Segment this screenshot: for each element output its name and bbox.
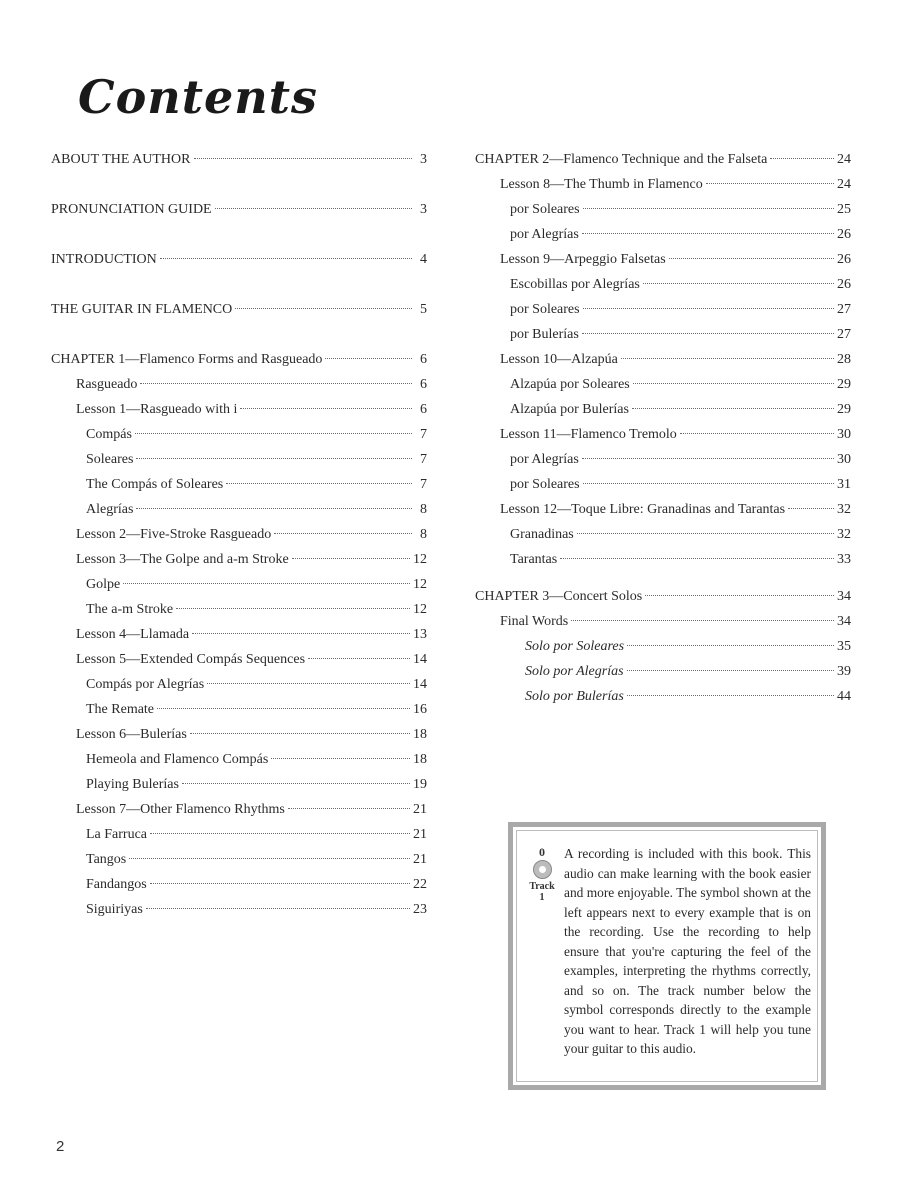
toc-entry[interactable] (475, 424, 851, 449)
toc-entry[interactable] (475, 274, 851, 299)
toc-entry-label: Compás (86, 427, 132, 442)
toc-entry-page: 8 (420, 527, 427, 542)
toc-entry-label: Tangos (86, 852, 127, 867)
dot-leader (627, 645, 834, 646)
toc-entry-page: 27 (837, 327, 851, 342)
toc-entry-page: 24 (837, 152, 851, 167)
toc-entry[interactable] (51, 774, 427, 799)
toc-entry-label: Lesson 1—Rasgueado with i (76, 402, 238, 417)
audio-note-text: A recording is included with this book. This audio can make learning with the book easier and more enjoyable. The symbol shown at the left appears next to every example that is on the recording. Use the recording to help ensure that you're capturing the feel of the examples, interpreting the rhythms correctly, and so on. The track number below the symbol corresponds directly to the example you want to hear. Track 1 will help you tune your guitar to this audio. (564, 846, 811, 1056)
toc-entry-page: 31 (837, 477, 851, 492)
dot-leader (560, 558, 834, 559)
toc-entry-page: 5 (420, 302, 427, 317)
toc-entry-label: THE GUITAR IN FLAMENCO (51, 302, 233, 317)
toc-entry-label: por Alegrías (510, 227, 579, 242)
toc-entry[interactable] (475, 611, 851, 636)
dot-leader (583, 483, 834, 484)
toc-entry-label: Fandangos (86, 877, 147, 892)
dot-leader (136, 458, 412, 459)
dot-leader (129, 858, 410, 859)
dot-leader (235, 308, 412, 309)
toc-entry-page: 6 (420, 402, 427, 417)
toc-entry-label: Lesson 4—Llamada (76, 627, 190, 642)
dot-leader (706, 183, 834, 184)
toc-entry[interactable] (475, 686, 851, 711)
dot-leader (582, 458, 834, 459)
toc-entry-page: 13 (413, 627, 427, 642)
toc-entry-page: 21 (413, 827, 427, 842)
toc-chapter-entry[interactable] (475, 149, 851, 174)
toc-entry[interactable] (475, 174, 851, 199)
toc-entry-label: CHAPTER 1—Flamenco Forms and Rasgueado (51, 352, 323, 367)
toc-entry-label: por Alegrías (510, 452, 579, 467)
dot-leader (194, 158, 413, 159)
toc-entry-label: Alzapúa por Soleares (510, 377, 630, 392)
toc-entry[interactable] (475, 449, 851, 474)
toc-entry-label: Lesson 10—Alzapúa (500, 352, 618, 367)
toc-entry-page: 26 (837, 277, 851, 292)
toc-entry-page: 6 (420, 352, 427, 367)
dot-leader (643, 283, 834, 284)
dot-leader (632, 408, 834, 409)
toc-entry[interactable] (51, 724, 427, 749)
toc-entry-label: Soleares (86, 452, 134, 467)
page-title: Contents (78, 70, 318, 124)
track-label: Track (529, 881, 555, 892)
toc-entry[interactable] (51, 149, 427, 174)
dot-leader (308, 658, 410, 659)
audio-note-box (508, 822, 826, 1090)
toc-entry-label: CHAPTER 3—Concert Solos (475, 589, 643, 604)
toc-entry-label: Lesson 11—Flamenco Tremolo (500, 427, 677, 442)
toc-entry-page: 16 (413, 702, 427, 717)
toc-entry[interactable] (51, 499, 427, 524)
toc-entry[interactable] (51, 674, 427, 699)
dot-leader (135, 433, 412, 434)
toc-entry[interactable] (51, 699, 427, 724)
toc-entry[interactable] (51, 474, 427, 499)
toc-entry-label: Granadinas (510, 527, 574, 542)
toc-entry-label: Alzapúa por Bulerías (510, 402, 629, 417)
dot-leader (226, 483, 412, 484)
toc-entry[interactable] (51, 899, 427, 924)
toc-entry[interactable] (475, 249, 851, 274)
toc-entry-page: 14 (413, 652, 427, 667)
toc-entry-label: Solo por Bulerías (525, 689, 624, 704)
toc-entry-page: 24 (837, 177, 851, 192)
toc-entry-page: 14 (413, 677, 427, 692)
toc-entry-label: Rasgueado (76, 377, 138, 392)
dot-leader (150, 883, 410, 884)
dot-leader (627, 695, 834, 696)
toc-entry-label: por Soleares (510, 202, 580, 217)
toc-entry-label: Hemeola and Flamenco Compás (86, 752, 269, 767)
dot-leader (271, 758, 410, 759)
dot-leader (621, 358, 834, 359)
toc-entry-label: por Bulerías (510, 327, 579, 342)
toc-entry-label: The Remate (86, 702, 155, 717)
toc-entry[interactable] (475, 661, 851, 686)
toc-entry[interactable] (475, 199, 851, 224)
dot-leader (583, 208, 834, 209)
toc-entry-label: PRONUNCIATION GUIDE (51, 202, 212, 217)
toc-entry-label: Lesson 6—Bulerías (76, 727, 187, 742)
toc-entry-page: 7 (420, 427, 427, 442)
toc-entry-page: 12 (413, 552, 427, 567)
dot-leader (292, 558, 410, 559)
toc-entry[interactable] (475, 524, 851, 549)
toc-entry-label: Final Words (500, 614, 569, 629)
dot-leader (215, 208, 412, 209)
toc-entry[interactable] (475, 374, 851, 399)
dot-leader (288, 808, 410, 809)
toc-entry-page: 7 (420, 452, 427, 467)
toc-right-column (475, 149, 851, 711)
cd-icon (533, 860, 552, 879)
toc-entry-page: 3 (420, 152, 427, 167)
toc-entry-label: Lesson 12—Toque Libre: Granadinas and Tarantas (500, 502, 786, 517)
toc-entry-page: 29 (837, 377, 851, 392)
track-number: 1 (539, 892, 545, 903)
toc-entry-label: The a-m Stroke (86, 602, 174, 617)
toc-entry-label: Golpe (86, 577, 121, 592)
toc-entry-page: 34 (837, 589, 851, 604)
track-symbol (527, 847, 557, 903)
toc-entry-page: 35 (837, 639, 851, 654)
dot-leader (274, 533, 412, 534)
toc-entry[interactable] (51, 824, 427, 849)
toc-entry-label: Alegrías (86, 502, 134, 517)
toc-entry[interactable] (51, 299, 427, 324)
toc-entry[interactable] (51, 199, 427, 224)
toc-entry-page: 32 (837, 502, 851, 517)
toc-entry[interactable] (51, 649, 427, 674)
toc-entry-page: 4 (420, 252, 427, 267)
toc-entry[interactable] (475, 349, 851, 374)
toc-entry-label: Escobillas por Alegrías (510, 277, 640, 292)
toc-entry-label: Lesson 7—Other Flamenco Rhythms (76, 802, 285, 817)
dot-leader (140, 383, 412, 384)
dot-leader (146, 908, 410, 909)
toc-entry[interactable] (51, 624, 427, 649)
toc-entry-label: Lesson 3—The Golpe and a-m Stroke (76, 552, 289, 567)
toc-chapter-entry[interactable] (51, 349, 427, 374)
toc-entry-label: Solo por Alegrías (525, 664, 624, 679)
toc-entry-label: Compás por Alegrías (86, 677, 205, 692)
toc-entry-page: 12 (413, 577, 427, 592)
toc-entry-label: Lesson 5—Extended Compás Sequences (76, 652, 306, 667)
dot-leader (577, 533, 834, 534)
toc-entry-page: 33 (837, 552, 851, 567)
dot-leader (190, 733, 410, 734)
dot-leader (571, 620, 834, 621)
page-number: 2 (56, 1138, 65, 1155)
toc-entry-label: The Compás of Soleares (86, 477, 224, 492)
dot-leader (633, 383, 834, 384)
toc-entry-page: 32 (837, 527, 851, 542)
toc-entry[interactable] (475, 499, 851, 524)
toc-entry-label: Lesson 9—Arpeggio Falsetas (500, 252, 666, 267)
dot-leader (160, 258, 412, 259)
dot-leader (192, 633, 410, 634)
track-symbol-number: 0 (539, 845, 545, 859)
toc-entry-page: 30 (837, 452, 851, 467)
toc-entry-page: 26 (837, 252, 851, 267)
toc-entry-page: 22 (413, 877, 427, 892)
toc-entry-label: Siguiriyas (86, 902, 143, 917)
toc-entry-label: Lesson 8—The Thumb in Flamenco (500, 177, 703, 192)
toc-entry-label: por Soleares (510, 477, 580, 492)
toc-entry-page: 8 (420, 502, 427, 517)
toc-entry-page: 21 (413, 852, 427, 867)
toc-entry-page: 34 (837, 614, 851, 629)
toc-entry[interactable] (475, 399, 851, 424)
dot-leader (582, 333, 834, 334)
toc-entry-label: INTRODUCTION (51, 252, 157, 267)
toc-entry-page: 27 (837, 302, 851, 317)
dot-leader (136, 508, 412, 509)
toc-entry-page: 28 (837, 352, 851, 367)
toc-entry-page: 3 (420, 202, 427, 217)
dot-leader (123, 583, 410, 584)
toc-entry[interactable] (51, 449, 427, 474)
toc-entry-page: 25 (837, 202, 851, 217)
toc-entry[interactable] (51, 599, 427, 624)
toc-entry[interactable] (51, 574, 427, 599)
toc-entry-page: 18 (413, 752, 427, 767)
toc-left-column (51, 149, 427, 924)
toc-entry[interactable] (475, 636, 851, 661)
toc-entry[interactable] (51, 799, 427, 824)
dot-leader (770, 158, 834, 159)
toc-entry[interactable] (51, 849, 427, 874)
toc-entry-page: 6 (420, 377, 427, 392)
toc-entry-label: Lesson 2—Five-Stroke Rasgueado (76, 527, 272, 542)
dot-leader (788, 508, 834, 509)
toc-entry[interactable] (51, 374, 427, 399)
toc-entry-label: ABOUT THE AUTHOR (51, 152, 191, 167)
toc-entry-label: La Farruca (86, 827, 148, 842)
dot-leader (582, 233, 834, 234)
toc-entry[interactable] (475, 324, 851, 349)
toc-entry[interactable] (51, 874, 427, 899)
dot-leader (645, 595, 834, 596)
toc-entry-label: Tarantas (510, 552, 558, 567)
toc-entry[interactable] (475, 549, 851, 574)
toc-entry[interactable] (51, 549, 427, 574)
dot-leader (207, 683, 410, 684)
dot-leader (325, 358, 412, 359)
dot-leader (583, 308, 834, 309)
toc-entry-page: 19 (413, 777, 427, 792)
toc-entry-page: 39 (837, 664, 851, 679)
toc-entry-page: 30 (837, 427, 851, 442)
toc-entry-page: 26 (837, 227, 851, 242)
toc-entry-page: 29 (837, 402, 851, 417)
dot-leader (627, 670, 834, 671)
toc-entry-page: 21 (413, 802, 427, 817)
dot-leader (176, 608, 410, 609)
toc-entry-page: 44 (837, 689, 851, 704)
toc-entry[interactable] (51, 249, 427, 274)
toc-entry[interactable] (51, 399, 427, 424)
toc-entry-page: 18 (413, 727, 427, 742)
toc-entry[interactable] (51, 424, 427, 449)
toc-entry[interactable] (51, 749, 427, 774)
toc-entry-page: 12 (413, 602, 427, 617)
toc-entry[interactable] (475, 474, 851, 499)
toc-entry-page: 23 (413, 902, 427, 917)
toc-chapter-entry[interactable] (475, 586, 851, 611)
toc-entry-label: CHAPTER 2—Flamenco Technique and the Falseta (475, 152, 768, 167)
dot-leader (669, 258, 834, 259)
toc-entry[interactable] (51, 524, 427, 549)
toc-entry-label: por Soleares (510, 302, 580, 317)
toc-entry-label: Solo por Soleares (525, 639, 625, 654)
toc-entry[interactable] (475, 299, 851, 324)
dot-leader (240, 408, 412, 409)
dot-leader (182, 783, 410, 784)
toc-entry-label: Playing Bulerías (86, 777, 179, 792)
toc-entry[interactable] (475, 224, 851, 249)
toc-entry-page: 7 (420, 477, 427, 492)
dot-leader (157, 708, 410, 709)
dot-leader (680, 433, 834, 434)
dot-leader (150, 833, 410, 834)
